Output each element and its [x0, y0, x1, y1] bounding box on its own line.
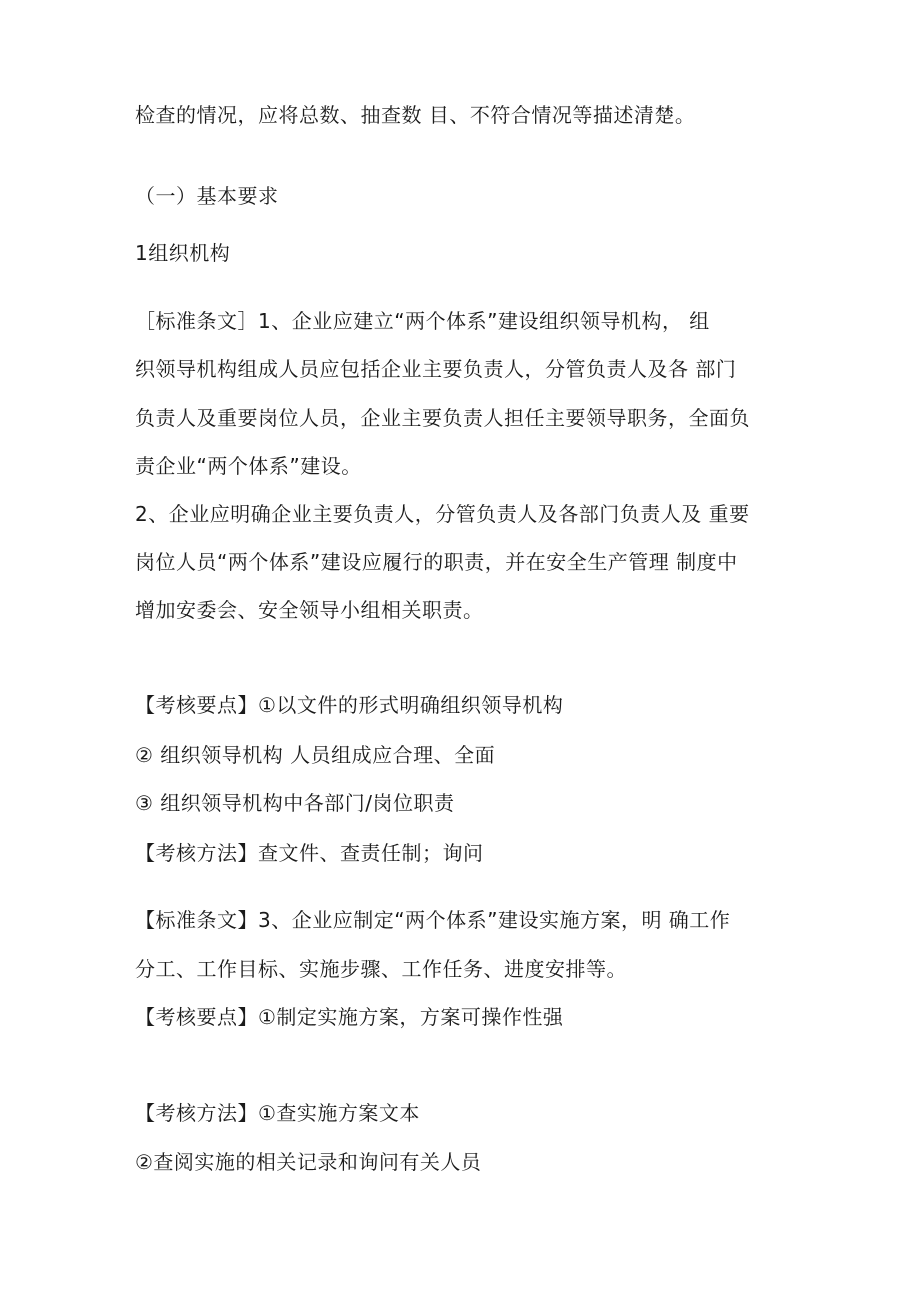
standard-clause-1-line-1: ［标准条文］1、企业应建立“两个体系”建设组织领导机构， 组 [135, 309, 710, 333]
assessment-points-3: ③ 组织领导机构中各部门/岗位职责 [135, 791, 455, 815]
standard-clause-1-line-3: 负责人及重要岗位人员，企业主要负责人担任主要领导职务，全面负 [135, 406, 750, 430]
standard-clause-3-line-2: 分工、工作目标、实施步骤、工作任务、进度安排等。 [135, 957, 627, 981]
section-heading-basic-requirements: （一）基本要求 [135, 184, 279, 208]
standard-clause-2-line-2: 岗位人员“两个体系”建设应履行的职责，并在安全生产管理 制度中 [135, 550, 738, 574]
standard-clause-2-line-3: 增加安委会、安全领导小组相关职责。 [135, 598, 484, 622]
assessment-method-2: 【考核方法】①查实施方案文本 [135, 1101, 420, 1125]
assessment-method-1: 【考核方法】查文件、查责任制；询问 [135, 841, 484, 865]
assessment-method-3: ②查阅实施的相关记录和询问有关人员 [135, 1150, 482, 1174]
subsection-heading-organization: 1组织机构 [135, 241, 231, 265]
standard-clause-1-line-4: 责企业“两个体系”建设。 [135, 454, 362, 478]
assessment-points-1: 【考核要点】①以文件的形式明确组织领导机构 [135, 693, 564, 717]
standard-clause-3-line-1: 【标准条文】3、企业应制定“两个体系”建设实施方案，明 确工作 [135, 908, 731, 932]
assessment-points-4: 【考核要点】①制定实施方案，方案可操作性强 [135, 1005, 564, 1029]
standard-clause-1-line-2: 织领导机构组成人员应包括企业主要负责人，分管负责人及各 部门 [135, 357, 737, 381]
text-line-summary: 检查的情况，应将总数、抽查数 目、不符合情况等描述清楚。 [135, 103, 696, 127]
standard-clause-2-line-1: 2、企业应明确企业主要负责人，分管负责人及各部门负责人及 重要 [135, 502, 750, 526]
assessment-points-2: ② 组织领导机构 人员组成应合理、全面 [135, 743, 496, 767]
